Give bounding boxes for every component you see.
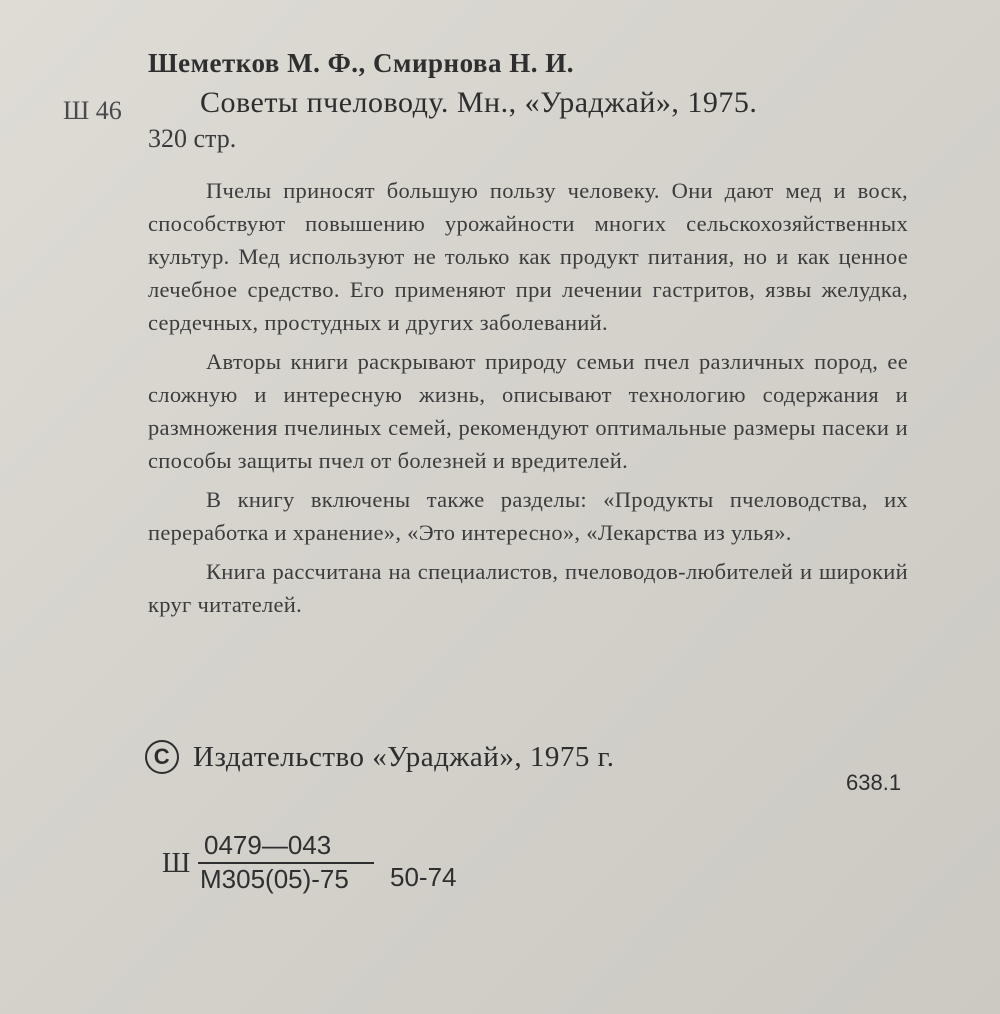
index-prefix: Ш [162, 848, 191, 879]
abstract-paragraph: В книгу включены также разделы: «Продукты пчеловодства, их переработка и хранение», «Это интересно», «Лекарства из улья». [148, 487, 908, 545]
abstract-paragraph: Авторы книги раскрывают природу семьи пчел различных пород, ее сложную и интересную жизнь, описывают технологию содержания и размножения пчелиных семей, рекомендуют оптимальные размеры пасеки и способы защиты пчел от болезней и вредителей. [148, 349, 908, 473]
index-suffix: 50-74 [390, 862, 457, 892]
copyright-icon: C [145, 740, 179, 774]
copyright-text: Издательство «Ураджай», 1975 г. [193, 740, 615, 773]
index-denominator: М305(05)-75 [200, 864, 349, 894]
abstract-paragraph: Пчелы приносят большую пользу человеку. Они дают мед и воск, способствуют повышению урожайности многих сельскохозяйственных культур. Мед используют не только как продукт питания, но и как ценное лечебное средство. Его применяют при лечении гастритов, язвы желудка, сердечных, простудных и других заболеваний. [148, 178, 908, 335]
abstract-paragraph: Книга рассчитана на специалистов, пчеловодов-любителей и широкий круг читателей. [148, 559, 908, 617]
title-line: Советы пчеловоду. Мн., «Ураджай», 1975. [200, 86, 758, 119]
authors-line: Шеметков М. Ф., Смирнова Н. И. [148, 48, 574, 78]
index-numerator: 0479—043 [204, 830, 332, 860]
page-count: 320 стр. [148, 124, 237, 153]
abstract [148, 174, 908, 627]
classification-code: Ш 46 [63, 96, 122, 125]
publication-index [162, 830, 482, 920]
udc-code: 638.1 [846, 770, 902, 795]
copyright-line [145, 740, 614, 774]
